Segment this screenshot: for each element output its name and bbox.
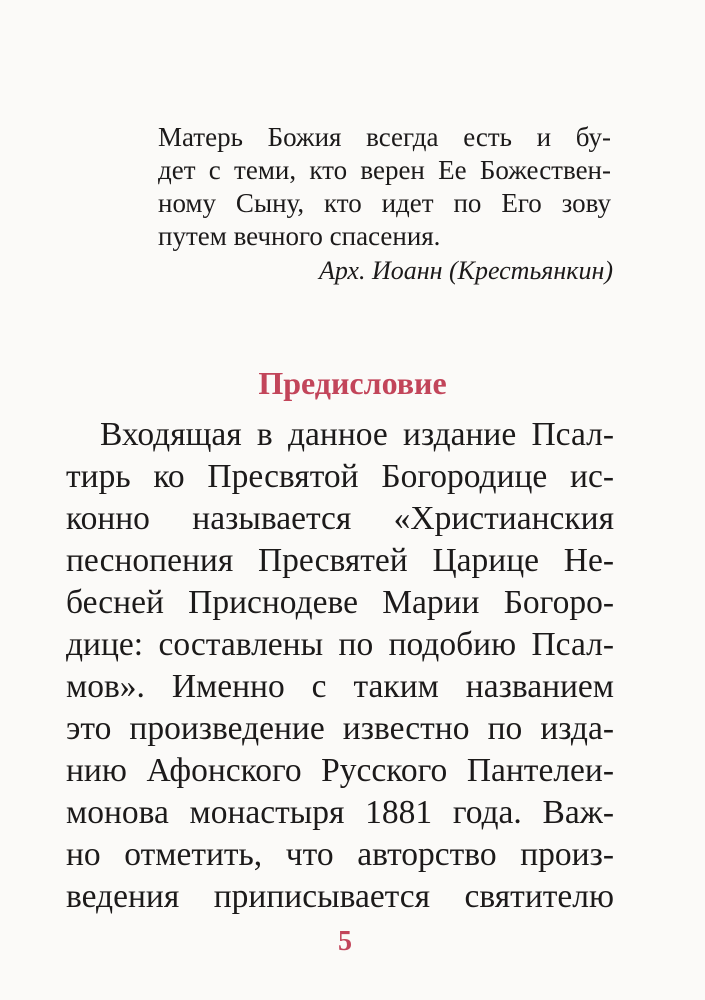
- epigraph-line: дет с теми, кто верен Ее Божествен-: [158, 155, 611, 185]
- epigraph-line: ному Сыну, кто идет по Его зову: [158, 188, 611, 218]
- section-heading: Предисловие: [258, 365, 447, 401]
- body-line: бесней Приснодеве Марии Богоро-: [66, 584, 614, 621]
- body-line: монова монастыря 1881 года. Важ-: [66, 794, 614, 831]
- body-line: ведения приписывается святителю: [66, 878, 614, 915]
- body-line: песнопения Пресвятей Царице Не-: [66, 542, 614, 579]
- epigraph-author: Арх. Иоанн (Крестьянкин): [319, 256, 613, 285]
- body-line: конно называется «Христианския: [66, 500, 614, 537]
- body-line: нию Афонского Русского Пантелеи-: [66, 752, 614, 789]
- epigraph-line: Матерь Божия всегда есть и бу-: [158, 122, 611, 152]
- epigraph-line: путем вечного спасения.: [158, 221, 441, 251]
- body-line: это произведение известно по изда-: [66, 710, 614, 747]
- body-line: дице: составлены по подобию Псал-: [66, 626, 614, 663]
- page-number: 5: [338, 926, 352, 957]
- body-line: но отметить, что авторство произ-: [66, 836, 614, 873]
- body-line: тирь ко Пресвятой Богородице ис-: [66, 458, 614, 495]
- body-line: Входящая в данное издание Псал-: [100, 416, 614, 453]
- body-line: мов». Именно с таким названием: [66, 668, 614, 705]
